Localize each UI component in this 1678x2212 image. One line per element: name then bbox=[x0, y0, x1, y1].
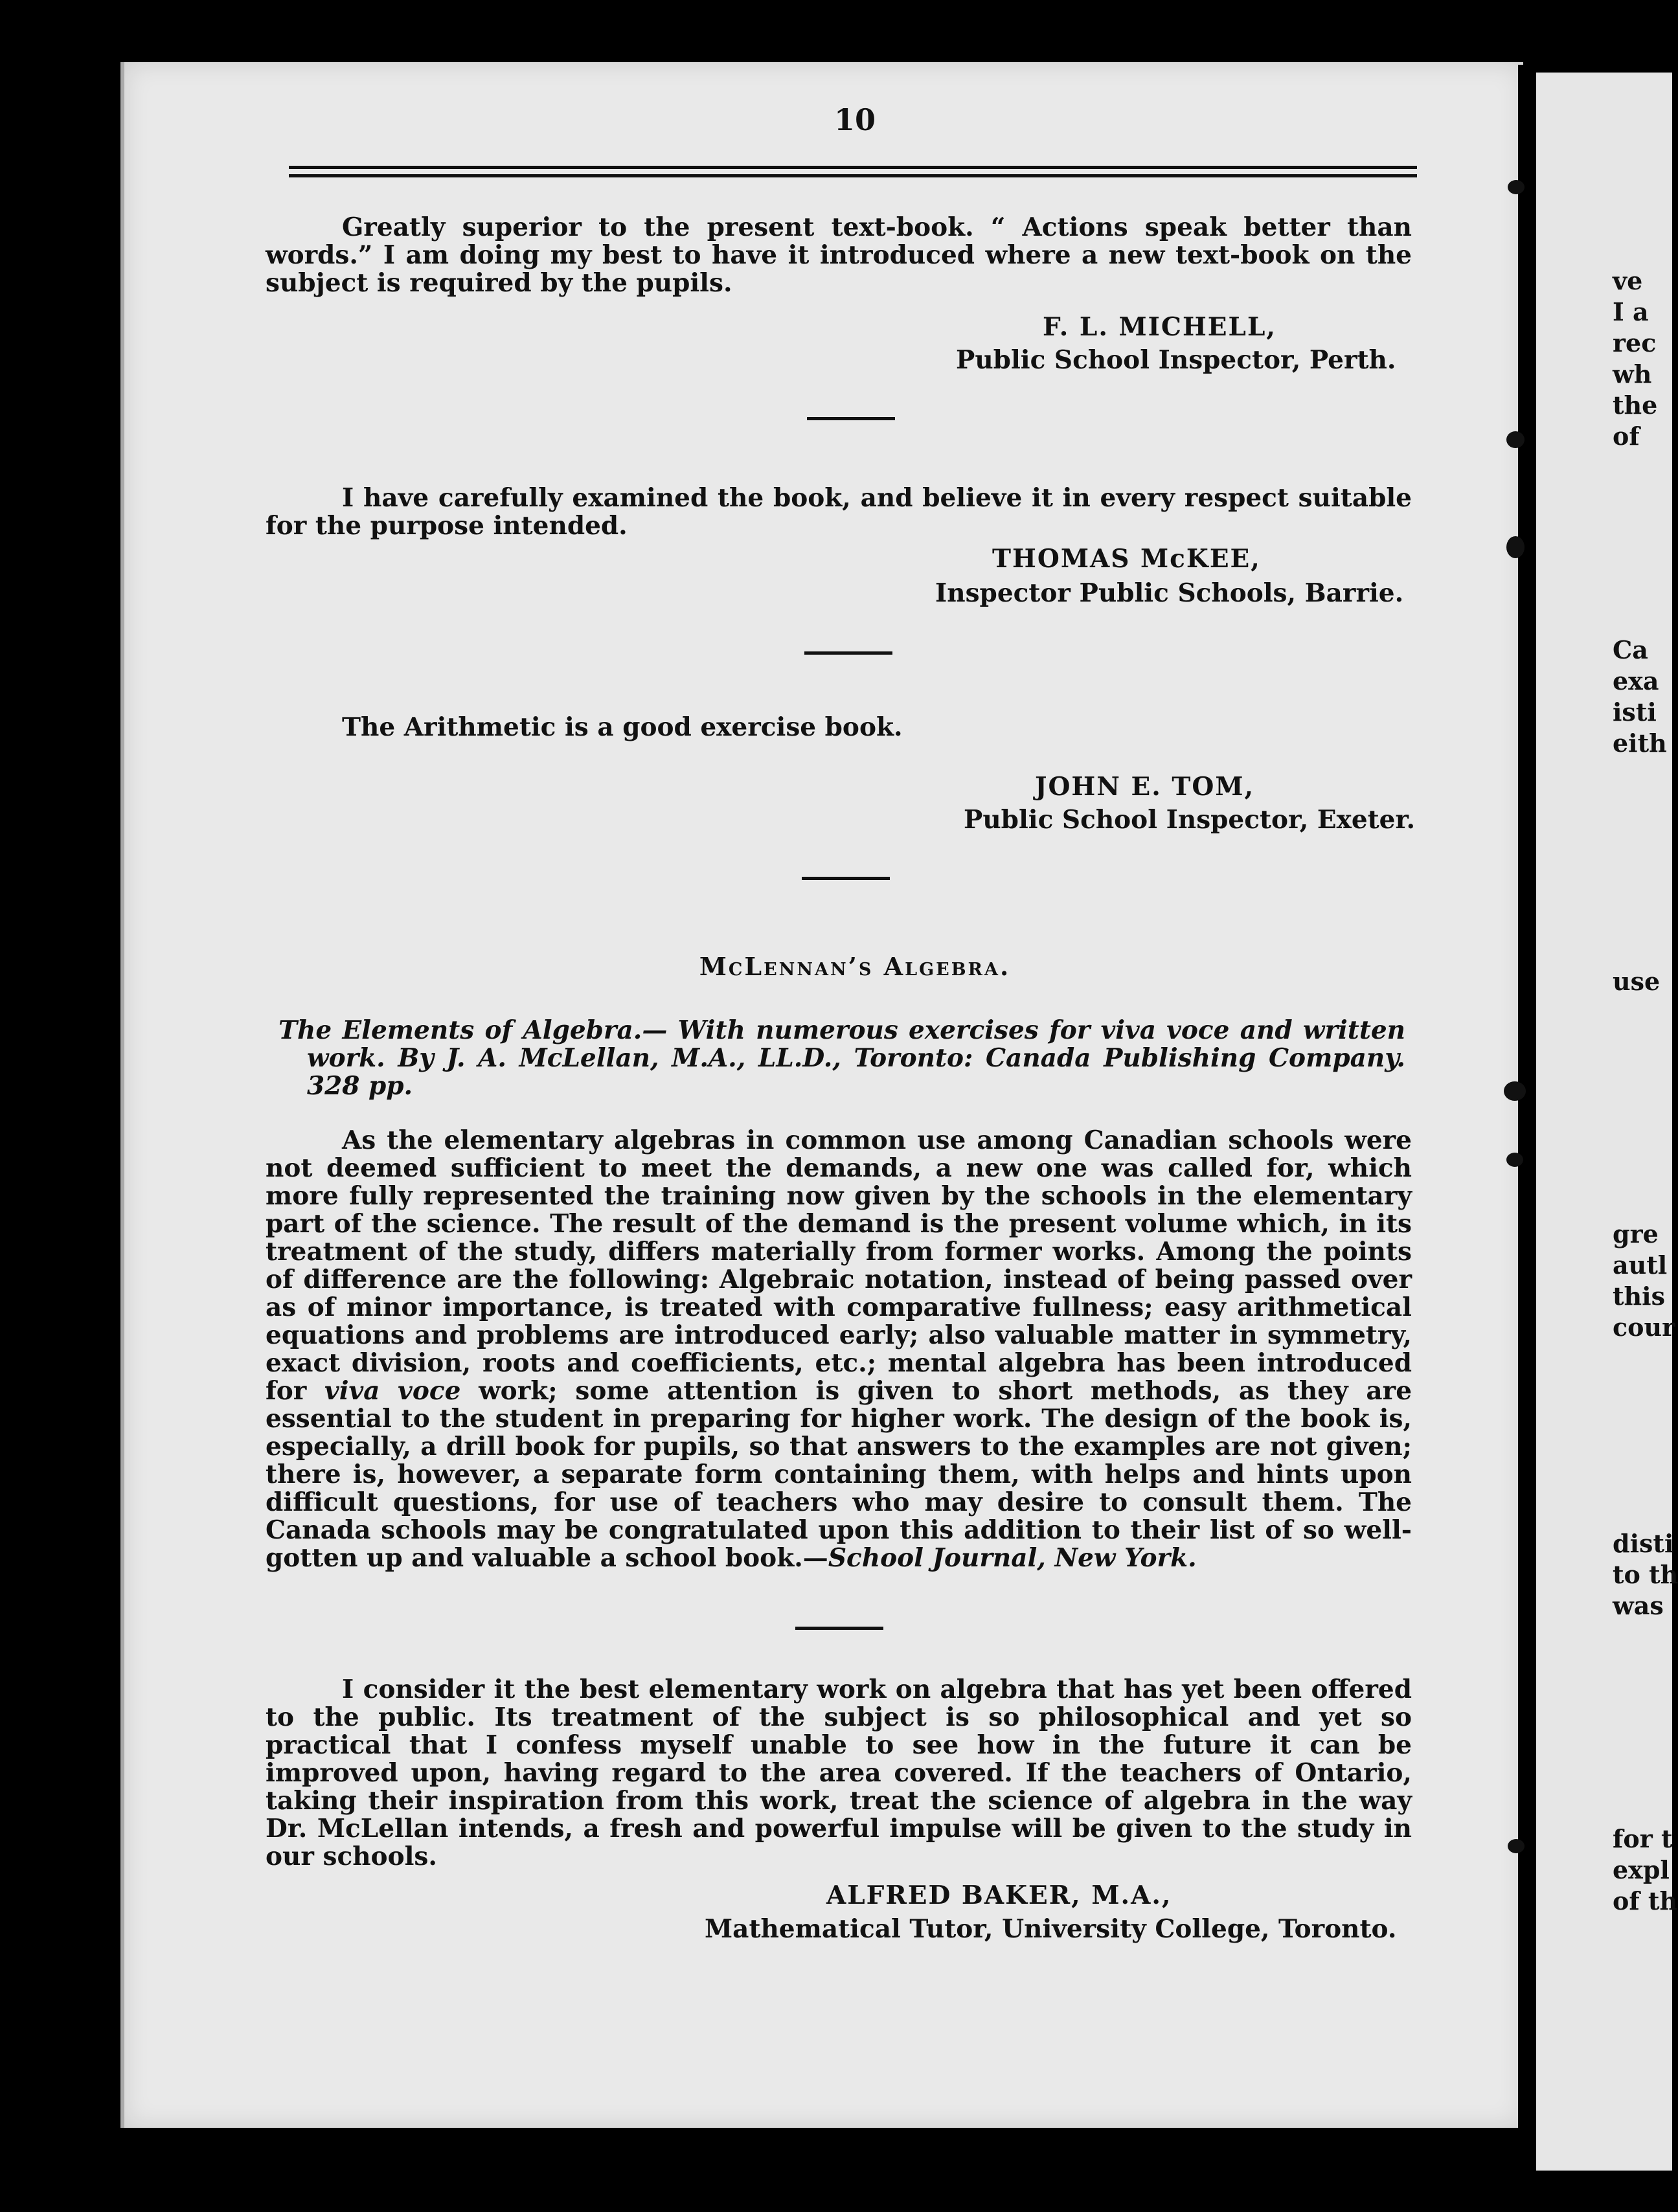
review-text-part: As the elementary algebras in common use among Canadian schools were not deemed sufficient to meet the demands, a new one was called for, which more fully represented the training now given by the schools in the elementary part of the science. The result of the demand is the present volume which, in its treatment of the study, differs materially from former works. Among the points of difference are the following: Algebraic notation, instead of being passed over as of minor importance, is treated with comparative fullness; easy arithmetical equations and problems are introduced early; also valuable matter in symmetry, exact division, roots and coefficients, etc.; mental algebra has been introduced for bbox=[266, 1125, 1412, 1406]
facing-fragment: of th bbox=[1613, 1886, 1678, 1915]
section-divider bbox=[807, 417, 895, 420]
testimonial-text: The Arithmetic is a good exercise book. bbox=[342, 712, 903, 742]
signatory-title: Public School Inspector, Perth. bbox=[956, 345, 1396, 375]
signatory-name: JOHN E. TOM, bbox=[1035, 772, 1255, 802]
facing-fragment: of bbox=[1613, 422, 1640, 451]
signatory-name: ALFRED BAKER, M.A., bbox=[826, 1880, 1172, 1910]
facing-page-edge bbox=[1536, 73, 1678, 2171]
signatory-title: Mathematical Tutor, University College, Toronto. bbox=[705, 1914, 1397, 1944]
facing-fragment: gre bbox=[1613, 1219, 1659, 1248]
signatory-title: Public School Inspector, Exeter. bbox=[964, 805, 1416, 835]
signatory-title: Inspector Public Schools, Barrie. bbox=[935, 578, 1404, 608]
binding-speck bbox=[1508, 1839, 1525, 1853]
facing-fragment: Ca bbox=[1613, 635, 1648, 664]
facing-fragment: use bbox=[1613, 967, 1661, 996]
viva-voce-italic: viva voce bbox=[324, 1376, 461, 1406]
section-divider bbox=[795, 1627, 883, 1630]
facing-fragment: the bbox=[1613, 390, 1658, 420]
binding-speck bbox=[1506, 536, 1525, 558]
facing-fragment: for t bbox=[1613, 1824, 1673, 1853]
binding-speck bbox=[1504, 1081, 1526, 1101]
facing-fragment: expl bbox=[1613, 1855, 1670, 1884]
review-source: School Journal, New York. bbox=[828, 1543, 1197, 1573]
facing-fragment: I a bbox=[1613, 297, 1649, 326]
page-number: 10 bbox=[833, 102, 876, 137]
facing-fragment: this bbox=[1613, 1281, 1666, 1311]
book-citation: The Elements of Algebra.— With numerous exercises for viva voce and written work. By J. A. McLellan, M.A., LL.D., Toronto: Canada Publishing Company. 328 pp. bbox=[278, 1015, 1405, 1101]
testimonial-text: I consider it the best elementary work on algebra that has yet been offered to the public. Its treatment of the subject is so philosophical and yet so practical that I confess myself unable to see how in the future it can be improved upon, having regard to the area covered. If the teachers of Ontario, taking their inspiration from this work, treat the science of algebra in the way Dr. McLellan intends, a fresh and powerful impulse will be given to the study in our schools. bbox=[266, 1675, 1412, 1871]
facing-fragment: was bbox=[1613, 1591, 1664, 1620]
section-divider bbox=[804, 651, 892, 655]
facing-fragment: to th bbox=[1613, 1560, 1678, 1589]
facing-fragment: eith bbox=[1613, 728, 1667, 758]
review-text bbox=[266, 1127, 1412, 1572]
section-divider bbox=[802, 877, 890, 880]
header-double-rule bbox=[289, 166, 1417, 177]
facing-fragment: wh bbox=[1613, 359, 1652, 389]
facing-fragment: autl bbox=[1613, 1250, 1668, 1280]
facing-fragment: ve bbox=[1613, 266, 1643, 295]
section-title: McLennan’s Algebra. bbox=[699, 952, 1011, 981]
signatory-name: THOMAS McKEE, bbox=[992, 544, 1261, 574]
facing-fragment: rec bbox=[1613, 328, 1657, 357]
testimonial-text: Greatly superior to the present text-book. “ Actions speak better than words.” I am doing my best to have it introduced where a new text-book on the subject is required by the pupils. bbox=[266, 212, 1412, 298]
facing-fragment: disti bbox=[1613, 1529, 1674, 1558]
testimonial-text: I have carefully examined the book, and believe it in every respect suitable for the purpose intended. bbox=[266, 483, 1412, 541]
facing-fragment: cour bbox=[1613, 1313, 1675, 1342]
binding-speck bbox=[1506, 431, 1525, 448]
facing-fragment: isti bbox=[1613, 697, 1657, 727]
binding-speck bbox=[1506, 1153, 1523, 1167]
review-text-part: work; some attention is given to short methods, as they are essential to the student in preparing for higher work. The design of the book is, especially, a drill book for pupils, so that answers to the examples are not given; there is, however, a separate form containing them, with helps and hints upon difficult questions, for use of teachers who may desire to consult them. The Canada schools may be congratulated upon this addition to their list of so well-gotten up and valuable a school book.— bbox=[266, 1376, 1412, 1573]
binding-speck bbox=[1508, 180, 1525, 194]
signatory-name: F. L. MICHELL, bbox=[1043, 312, 1276, 342]
facing-fragment: exa bbox=[1613, 666, 1659, 695]
